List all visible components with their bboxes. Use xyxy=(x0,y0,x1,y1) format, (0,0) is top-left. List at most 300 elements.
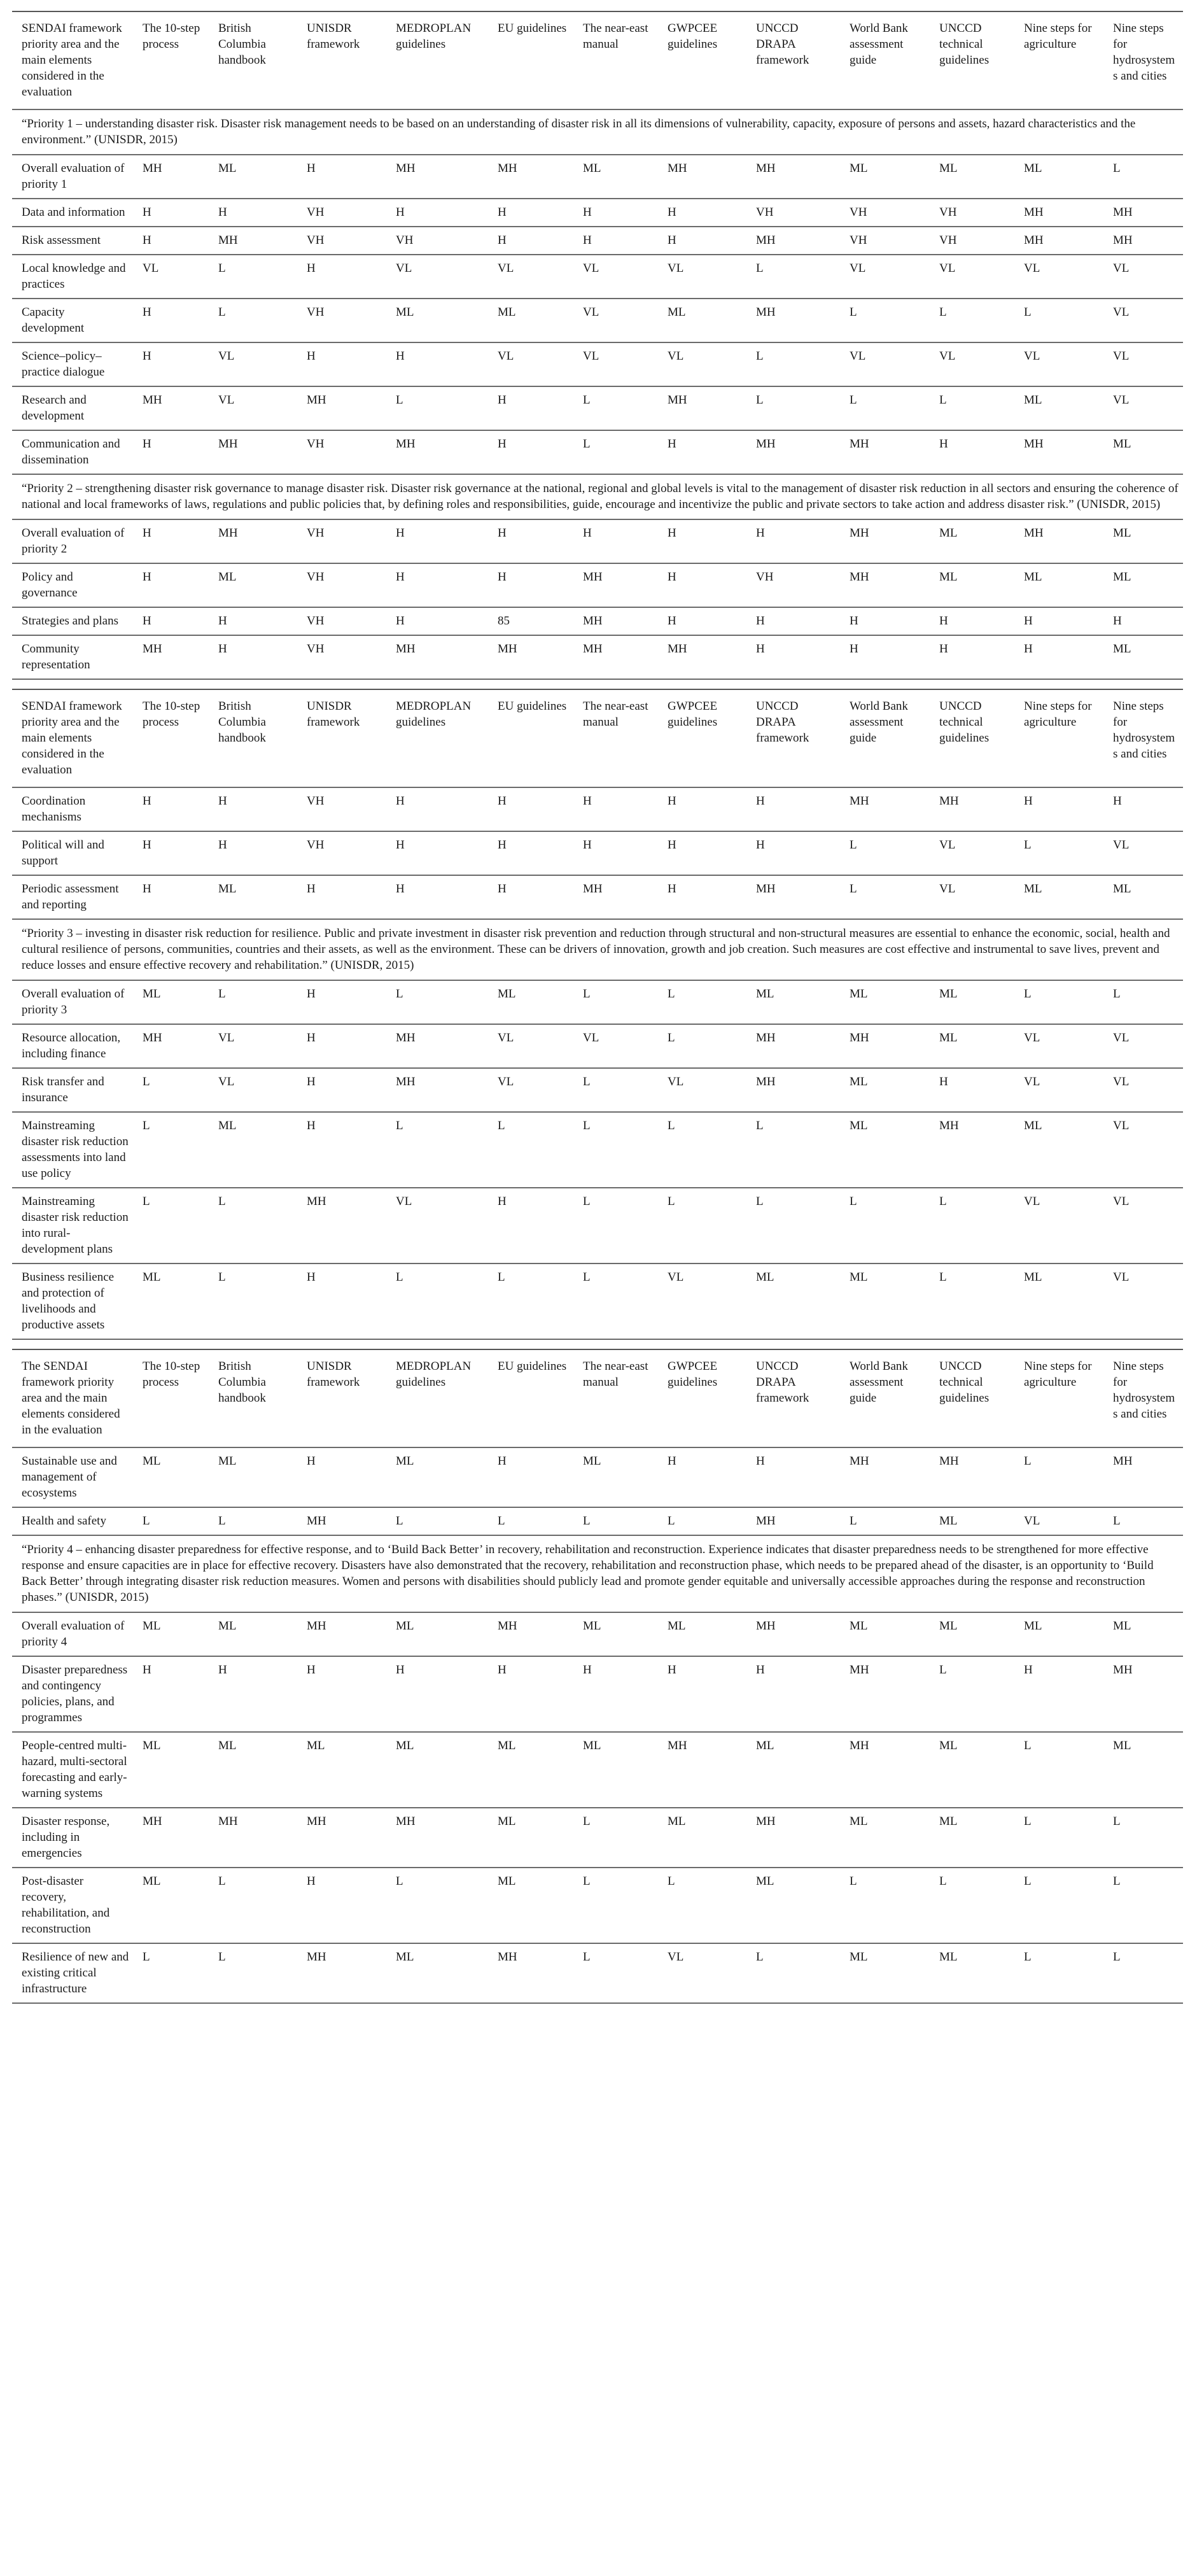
rating-cell: H xyxy=(386,787,488,831)
rating-cell: L xyxy=(1014,1868,1103,1943)
column-header: Nine steps for agriculture xyxy=(1014,689,1103,787)
rating-cell: VH xyxy=(297,787,386,831)
rating-cell: VL xyxy=(1103,831,1183,875)
rating-cell: H xyxy=(297,255,386,299)
rating-cell: ML xyxy=(1103,1732,1183,1808)
rating-cell: MH xyxy=(840,1732,930,1808)
rating-cell: MH xyxy=(209,519,297,563)
rating-cell: H xyxy=(297,1447,386,1507)
rating-cell: L xyxy=(386,1112,488,1188)
row-label: Health and safety xyxy=(12,1507,133,1535)
rating-cell: MH xyxy=(488,155,573,199)
rating-cell: MH xyxy=(1103,227,1183,255)
rating-cell: L xyxy=(840,1188,930,1263)
row-label: Mainstreaming disaster risk reduction assessments into land use policy xyxy=(12,1112,133,1188)
table-header-row xyxy=(12,1349,1183,1447)
rating-cell: MH xyxy=(840,519,930,563)
rating-cell: ML xyxy=(840,1263,930,1339)
rating-cell: H xyxy=(746,635,840,679)
rating-cell: H xyxy=(488,787,573,831)
rating-cell: VL xyxy=(658,1263,746,1339)
rating-cell: H xyxy=(297,342,386,386)
column-header: MEDROPLAN guidelines xyxy=(386,1349,488,1447)
rating-cell: H xyxy=(386,563,488,607)
rating-cell: MH xyxy=(840,787,930,831)
rating-cell: MH xyxy=(209,1808,297,1868)
rating-cell: MH xyxy=(930,1112,1014,1188)
rating-cell: L xyxy=(209,255,297,299)
rating-cell: L xyxy=(1014,299,1103,342)
rating-cell: MH xyxy=(386,155,488,199)
rating-cell: VH xyxy=(746,563,840,607)
rating-cell: VL xyxy=(209,1068,297,1112)
rating-cell: L xyxy=(133,1507,209,1535)
rating-cell: L xyxy=(209,1263,297,1339)
rating-cell: VL xyxy=(840,255,930,299)
rating-cell: H xyxy=(133,342,209,386)
rating-cell: H xyxy=(1103,607,1183,635)
rating-cell: MH xyxy=(386,635,488,679)
table-row xyxy=(12,1188,1183,1263)
rating-cell: MH xyxy=(840,563,930,607)
rating-cell: MH xyxy=(746,1024,840,1068)
table-row xyxy=(12,1447,1183,1507)
rating-cell: ML xyxy=(209,1112,297,1188)
rating-cell: VL xyxy=(658,255,746,299)
rating-cell: L xyxy=(1014,831,1103,875)
rating-cell: L xyxy=(658,1024,746,1068)
rating-cell: VL xyxy=(1103,1024,1183,1068)
rating-cell: H xyxy=(297,1656,386,1732)
row-label: Overall evaluation of priority 4 xyxy=(12,1612,133,1656)
rating-cell: ML xyxy=(573,1447,658,1507)
rating-cell: H xyxy=(658,831,746,875)
rating-cell: H xyxy=(573,787,658,831)
rating-cell: MH xyxy=(746,1808,840,1868)
rating-cell: ML xyxy=(1014,1263,1103,1339)
rating-cell: H xyxy=(488,519,573,563)
rating-cell: H xyxy=(1014,787,1103,831)
rating-cell: H xyxy=(488,1656,573,1732)
rating-cell: VH xyxy=(746,199,840,227)
rating-cell: VH xyxy=(297,430,386,474)
rating-cell: L xyxy=(840,386,930,430)
rating-cell: ML xyxy=(209,155,297,199)
rating-cell: MH xyxy=(840,1024,930,1068)
row-label: Risk transfer and insurance xyxy=(12,1068,133,1112)
rating-cell: H xyxy=(573,199,658,227)
rating-cell: VH xyxy=(297,563,386,607)
rating-cell: VL xyxy=(209,1024,297,1068)
rating-cell: VH xyxy=(297,607,386,635)
column-header: Nine steps for agriculture xyxy=(1014,11,1103,109)
rating-cell: L xyxy=(133,1943,209,2003)
rating-cell: L xyxy=(488,1112,573,1188)
table-row xyxy=(12,1808,1183,1868)
rating-cell: L xyxy=(1103,1507,1183,1535)
rating-cell: ML xyxy=(840,1612,930,1656)
evaluation-table-part-1 xyxy=(12,11,1183,680)
rating-cell: VL xyxy=(1014,1507,1103,1535)
column-header: UNISDR framework xyxy=(297,1349,386,1447)
priority-2-description: “Priority 2 – strengthening disaster risk governance to manage disaster risk. Disaster risk governance at the national, regional and global levels is vital to the management of disaster risk reduction in all sectors and ensuring the coherence of national and local frameworks of laws, regulations and public policies that, by defining roles and responsibilities, guide, encourage and incentivize the public and private sectors to take action and address disaster risk.” (UNISDR, 2015) xyxy=(12,474,1183,519)
rating-cell: L xyxy=(209,980,297,1024)
rating-cell: VH xyxy=(297,635,386,679)
rating-cell: L xyxy=(840,831,930,875)
rating-cell: L xyxy=(573,1943,658,2003)
rating-cell: ML xyxy=(1103,875,1183,919)
rating-cell: ML xyxy=(658,299,746,342)
rating-cell: L xyxy=(133,1188,209,1263)
rating-cell: ML xyxy=(1103,519,1183,563)
column-header: SENDAI framework priority area and the main elements considered in the evaluation xyxy=(12,11,133,109)
row-label: Periodic assessment and reporting xyxy=(12,875,133,919)
column-header: The 10-step process xyxy=(133,1349,209,1447)
rating-cell: ML xyxy=(930,563,1014,607)
rating-cell: H xyxy=(1103,787,1183,831)
rating-cell: VL xyxy=(209,342,297,386)
rating-cell: L xyxy=(658,1188,746,1263)
row-label: Data and information xyxy=(12,199,133,227)
rating-cell: H xyxy=(133,1656,209,1732)
rating-cell: H xyxy=(746,1447,840,1507)
rating-cell: ML xyxy=(133,1868,209,1943)
rating-cell: VH xyxy=(840,227,930,255)
rating-cell: MH xyxy=(573,635,658,679)
rating-cell: MH xyxy=(1103,1447,1183,1507)
column-header: EU guidelines xyxy=(488,1349,573,1447)
rating-cell: H xyxy=(658,875,746,919)
rating-cell: L xyxy=(133,1068,209,1112)
evaluation-table-part-2 xyxy=(12,689,1183,1340)
rating-cell: ML xyxy=(386,299,488,342)
rating-cell: L xyxy=(746,386,840,430)
rating-cell: MH xyxy=(209,430,297,474)
row-label: Risk assessment xyxy=(12,227,133,255)
rating-cell: H xyxy=(133,299,209,342)
rating-cell: H xyxy=(658,607,746,635)
rating-cell: L xyxy=(488,1263,573,1339)
row-label: Disaster response, including in emergencies xyxy=(12,1808,133,1868)
column-header: UNCCD technical guidelines xyxy=(930,1349,1014,1447)
rating-cell: MH xyxy=(209,227,297,255)
rating-cell: MH xyxy=(133,635,209,679)
rating-cell: ML xyxy=(840,155,930,199)
row-label: Communication and dissemination xyxy=(12,430,133,474)
rating-cell: MH xyxy=(297,1943,386,2003)
table-row xyxy=(12,1732,1183,1808)
column-header: Nine steps for agriculture xyxy=(1014,1349,1103,1447)
rating-cell: H xyxy=(746,607,840,635)
rating-cell: L xyxy=(1014,1447,1103,1507)
table-row xyxy=(12,1868,1183,1943)
rating-cell: VL xyxy=(930,342,1014,386)
row-label: Overall evaluation of priority 3 xyxy=(12,980,133,1024)
rating-cell: ML xyxy=(297,1732,386,1808)
rating-cell: L xyxy=(930,1263,1014,1339)
rating-cell: MH xyxy=(840,430,930,474)
rating-cell: ML xyxy=(930,1732,1014,1808)
table-row xyxy=(12,1068,1183,1112)
evaluation-table-part-3 xyxy=(12,1349,1183,2004)
rating-cell: ML xyxy=(573,1732,658,1808)
rating-cell: H xyxy=(746,1656,840,1732)
row-label: Business resilience and protection of livelihoods and productive assets xyxy=(12,1263,133,1339)
rating-cell: L xyxy=(1014,1943,1103,2003)
rating-cell: L xyxy=(658,980,746,1024)
rating-cell: VL xyxy=(1103,342,1183,386)
rating-cell: MH xyxy=(1014,199,1103,227)
rating-cell: L xyxy=(840,875,930,919)
rating-cell: ML xyxy=(1014,1112,1103,1188)
rating-cell: MH xyxy=(658,386,746,430)
rating-cell: L xyxy=(840,1868,930,1943)
rating-cell: VL xyxy=(1103,1112,1183,1188)
rating-cell: L xyxy=(573,1507,658,1535)
rating-cell: VH xyxy=(930,227,1014,255)
row-label: Coordination mechanisms xyxy=(12,787,133,831)
rating-cell: VL xyxy=(386,1188,488,1263)
table-row xyxy=(12,1112,1183,1188)
rating-cell: VL xyxy=(488,255,573,299)
rating-cell: MH xyxy=(386,1808,488,1868)
rating-cell: VH xyxy=(297,831,386,875)
rating-cell: H xyxy=(386,342,488,386)
column-header: UNCCD DRAPA framework xyxy=(746,11,840,109)
rating-cell: MH xyxy=(133,1024,209,1068)
row-label: Local knowledge and practices xyxy=(12,255,133,299)
column-header: Nine steps for hydrosystems and cities xyxy=(1103,689,1183,787)
rating-cell: VL xyxy=(488,342,573,386)
column-header: EU guidelines xyxy=(488,11,573,109)
rating-cell: L xyxy=(386,1263,488,1339)
rating-cell: MH xyxy=(1103,199,1183,227)
table-row xyxy=(12,787,1183,831)
rating-cell: MH xyxy=(746,1507,840,1535)
rating-cell: L xyxy=(658,1507,746,1535)
rating-cell: ML xyxy=(133,1732,209,1808)
rating-cell: ML xyxy=(658,1612,746,1656)
rating-cell: L xyxy=(930,386,1014,430)
rating-cell: MH xyxy=(746,430,840,474)
rating-cell: VL xyxy=(1103,1263,1183,1339)
rating-cell: VH xyxy=(297,519,386,563)
column-header: MEDROPLAN guidelines xyxy=(386,689,488,787)
column-header: The 10-step process xyxy=(133,11,209,109)
rating-cell: H xyxy=(573,519,658,563)
rating-cell: H xyxy=(573,831,658,875)
priority-description-row xyxy=(12,474,1183,519)
rating-cell: H xyxy=(297,1868,386,1943)
rating-cell: H xyxy=(133,519,209,563)
rating-cell: H xyxy=(488,875,573,919)
rating-cell: MH xyxy=(386,1024,488,1068)
rating-cell: MH xyxy=(746,227,840,255)
rating-cell: H xyxy=(297,1263,386,1339)
rating-cell: ML xyxy=(133,980,209,1024)
column-header: UNCCD DRAPA framework xyxy=(746,689,840,787)
rating-cell: ML xyxy=(658,1808,746,1868)
rating-cell: MH xyxy=(133,386,209,430)
column-header: Nine steps for hydrosystems and cities xyxy=(1103,11,1183,109)
rating-cell: H xyxy=(209,831,297,875)
rating-cell: MH xyxy=(1103,1656,1183,1732)
table-header-row xyxy=(12,689,1183,787)
rating-cell: H xyxy=(209,199,297,227)
rating-cell: H xyxy=(488,1188,573,1263)
page-break-spacer xyxy=(12,1340,1183,1349)
rating-cell: L xyxy=(746,1112,840,1188)
rating-cell: L xyxy=(1014,1732,1103,1808)
column-header: British Columbia handbook xyxy=(209,11,297,109)
rating-cell: H xyxy=(488,1447,573,1507)
row-label: Capacity development xyxy=(12,299,133,342)
rating-cell: MH xyxy=(573,875,658,919)
rating-cell: ML xyxy=(746,980,840,1024)
rating-cell: L xyxy=(1103,980,1183,1024)
rating-cell: H xyxy=(386,875,488,919)
rating-cell: ML xyxy=(930,1612,1014,1656)
rating-cell: L xyxy=(133,1112,209,1188)
rating-cell: H xyxy=(930,635,1014,679)
rating-cell: ML xyxy=(930,1943,1014,2003)
rating-cell: VL xyxy=(488,1068,573,1112)
rating-cell: H xyxy=(386,607,488,635)
rating-cell: VL xyxy=(1103,255,1183,299)
rating-cell: VH xyxy=(297,199,386,227)
column-header: GWPCEE guidelines xyxy=(658,11,746,109)
rating-cell: H xyxy=(840,607,930,635)
rating-cell: ML xyxy=(1014,386,1103,430)
rating-cell: H xyxy=(297,1112,386,1188)
priority-description-row xyxy=(12,109,1183,155)
rating-cell: MH xyxy=(297,386,386,430)
rating-cell: ML xyxy=(573,155,658,199)
rating-cell: H xyxy=(573,1656,658,1732)
rating-cell: ML xyxy=(133,1612,209,1656)
rating-cell: MH xyxy=(746,299,840,342)
rating-cell: ML xyxy=(133,1263,209,1339)
column-header: UNISDR framework xyxy=(297,689,386,787)
row-label: Science–policy–practice dialogue xyxy=(12,342,133,386)
rating-cell: H xyxy=(930,1068,1014,1112)
rating-cell: H xyxy=(209,607,297,635)
rating-cell: L xyxy=(488,1507,573,1535)
rating-cell: L xyxy=(386,386,488,430)
rating-cell: VL xyxy=(1103,1188,1183,1263)
column-header: UNISDR framework xyxy=(297,11,386,109)
table-row xyxy=(12,227,1183,255)
table-row xyxy=(12,199,1183,227)
rating-cell: L xyxy=(573,1112,658,1188)
rating-cell: VL xyxy=(573,299,658,342)
rating-cell: H xyxy=(488,199,573,227)
rating-cell: VL xyxy=(573,1024,658,1068)
rating-cell: MH xyxy=(1014,519,1103,563)
column-header: The near-east manual xyxy=(573,689,658,787)
rating-cell: L xyxy=(930,1868,1014,1943)
rating-cell: L xyxy=(1014,980,1103,1024)
rating-cell: ML xyxy=(573,1612,658,1656)
rating-cell: H xyxy=(658,199,746,227)
rating-cell: ML xyxy=(840,980,930,1024)
table-row xyxy=(12,563,1183,607)
rating-cell: ML xyxy=(386,1943,488,2003)
rating-cell: H xyxy=(133,831,209,875)
rating-cell: ML xyxy=(840,1112,930,1188)
rating-cell: L xyxy=(658,1112,746,1188)
rating-cell: VL xyxy=(658,342,746,386)
rating-cell: L xyxy=(930,299,1014,342)
column-header: World Bank assessment guide xyxy=(840,689,930,787)
rating-cell: VL xyxy=(1014,255,1103,299)
rating-cell: H xyxy=(488,386,573,430)
rating-cell: H xyxy=(746,519,840,563)
rating-cell: VL xyxy=(840,342,930,386)
table-row xyxy=(12,1656,1183,1732)
row-label: Overall evaluation of priority 1 xyxy=(12,155,133,199)
rating-cell: ML xyxy=(1103,1612,1183,1656)
rating-cell: L xyxy=(573,430,658,474)
table-row xyxy=(12,875,1183,919)
rating-cell: ML xyxy=(209,1447,297,1507)
rating-cell: L xyxy=(573,1188,658,1263)
rating-cell: ML xyxy=(930,980,1014,1024)
column-header: World Bank assessment guide xyxy=(840,1349,930,1447)
table-row xyxy=(12,342,1183,386)
page-break-spacer xyxy=(12,680,1183,689)
rating-cell: MH xyxy=(297,1188,386,1263)
rating-cell: H xyxy=(133,607,209,635)
rating-cell: ML xyxy=(1014,1612,1103,1656)
rating-cell: ML xyxy=(746,1263,840,1339)
table-row xyxy=(12,1024,1183,1068)
rating-cell: ML xyxy=(840,1943,930,2003)
rating-cell: VH xyxy=(386,227,488,255)
rating-cell: ML xyxy=(1103,563,1183,607)
rating-cell: MH xyxy=(488,635,573,679)
rating-cell: L xyxy=(930,1188,1014,1263)
rating-cell: L xyxy=(386,1507,488,1535)
rating-cell: H xyxy=(746,787,840,831)
rating-cell: ML xyxy=(488,1868,573,1943)
rating-cell: VL xyxy=(386,255,488,299)
rating-cell: VL xyxy=(573,342,658,386)
rating-cell: ML xyxy=(1014,155,1103,199)
row-label: Sustainable use and management of ecosystems xyxy=(12,1447,133,1507)
table-row xyxy=(12,607,1183,635)
rating-cell: L xyxy=(1014,1808,1103,1868)
rating-cell: L xyxy=(573,1068,658,1112)
rating-cell: VL xyxy=(658,1943,746,2003)
rating-cell: H xyxy=(133,430,209,474)
rating-cell: MH xyxy=(386,430,488,474)
rating-cell: L xyxy=(1103,1808,1183,1868)
rating-cell: ML xyxy=(209,1732,297,1808)
rating-cell: H xyxy=(133,199,209,227)
row-label: Policy and governance xyxy=(12,563,133,607)
rating-cell: MH xyxy=(573,607,658,635)
column-header: The SENDAI framework priority area and the main elements considered in the evaluation xyxy=(12,1349,133,1447)
column-header: World Bank assessment guide xyxy=(840,11,930,109)
rating-cell: L xyxy=(573,1868,658,1943)
rating-cell: H xyxy=(209,787,297,831)
table-row xyxy=(12,980,1183,1024)
rating-cell: ML xyxy=(840,1808,930,1868)
rating-cell: MH xyxy=(746,155,840,199)
rating-cell: ML xyxy=(209,563,297,607)
column-header: Nine steps for hydrosystems and cities xyxy=(1103,1349,1183,1447)
